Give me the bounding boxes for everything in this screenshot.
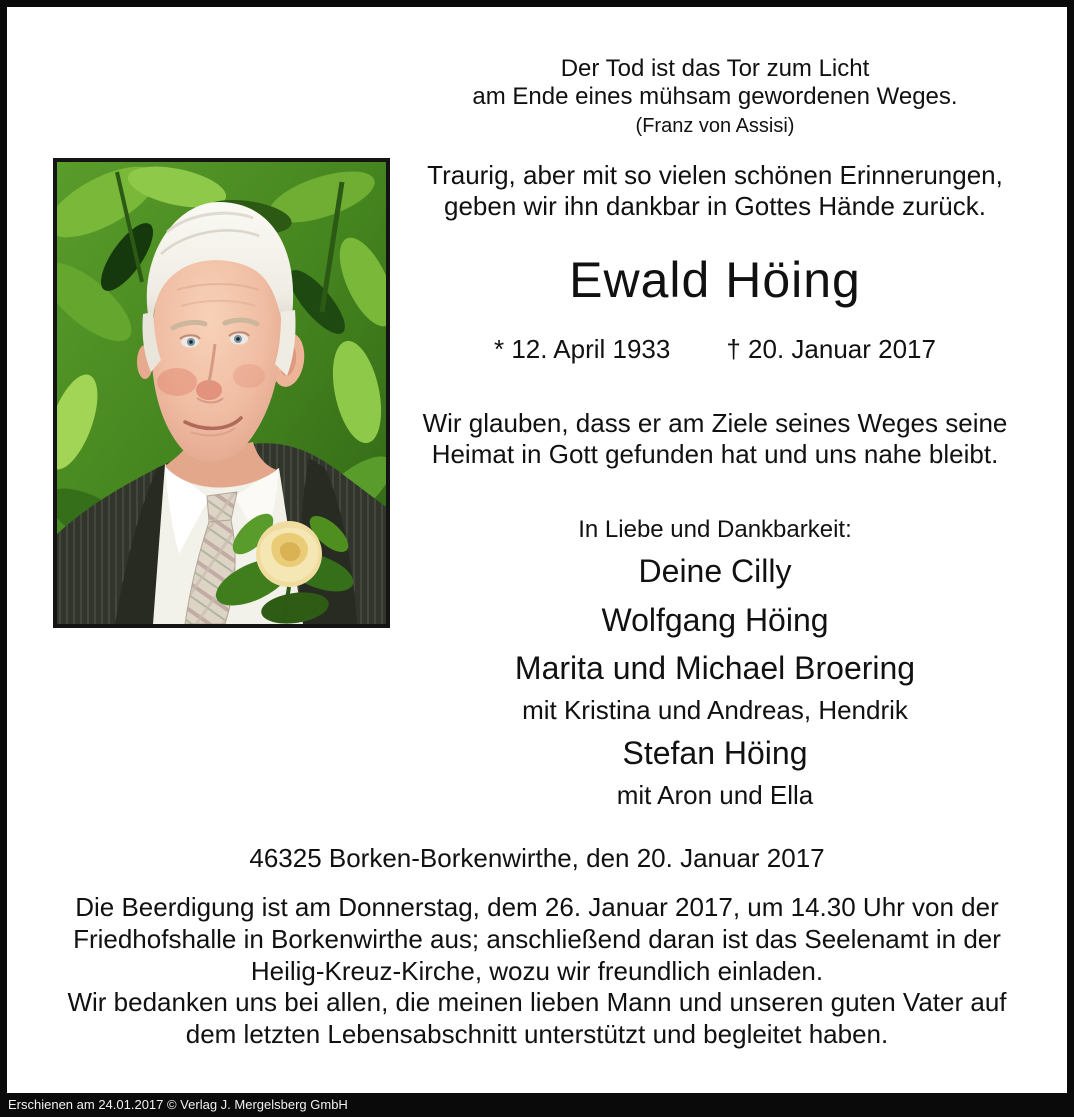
birth-date: * 12. April 1933 [494,334,671,364]
mourners-list [415,551,1015,812]
funeral-line-2: Friedhofshalle in Borkenwirthe aus; anschließend daran ist das Seelenamt in der [73,924,1001,954]
funeral-line-1: Die Beerdigung ist am Donnerstag, dem 26. Januar 2017, um 14.30 Uhr von der [75,892,999,922]
intro-text [415,160,1015,222]
mourner-line: Marita und Michael Broering [514,650,916,686]
deceased-name: Ewald Höing [569,252,861,308]
quote-attribution: (Franz von Assisi) [635,115,795,137]
quote-line-2: am Ende eines mühsam gewordenen Weges. [472,83,958,110]
mourners-heading: In Liebe und Dankbarkeit: [578,516,852,543]
portrait-photo [53,158,390,628]
mourner-line: mit Aron und Ella [616,780,814,810]
mourner-line: mit Kristina und Andreas, Hendrik [522,695,908,725]
publisher-footer: Erschienen am 24.01.2017 © Verlag J. Mergelsberg GmbH [8,1097,348,1112]
mourner-line: Deine Cilly [638,553,792,589]
notice-paper [7,7,1067,1093]
portrait-photo-graphic [57,162,386,624]
faith-line-1: Wir glauben, dass er am Ziele seines Weges seine [422,408,1008,438]
funeral-line-3: Heilig-Kreuz-Kirche, wozu wir freundlich einladen. [250,956,824,986]
faith-line-2: Heimat in Gott gefunden hat und uns nahe bleibt. [431,439,999,469]
thanks-line-1: Wir bedanken uns bei allen, die meinen lieben Mann und unseren guten Vater auf [67,987,1007,1017]
thanks-text [7,986,1067,1050]
intro-line-2: geben wir ihn dankbar in Gottes Hände zurück. [444,191,986,221]
intro-line-1: Traurig, aber mit so vielen schönen Erinnerungen, [427,160,1003,190]
funeral-info [7,891,1067,987]
death-date: † 20. Januar 2017 [726,334,936,364]
opening-quote [415,55,1015,138]
place-date-line: 46325 Borken-Borkenwirthe, den 20. Januar 2017 [249,843,825,873]
life-dates [415,334,1015,364]
thanks-line-2: dem letzten Lebensabschnitt unterstützt und begleitet haben. [185,1019,889,1049]
quote-line-1: Der Tod ist das Tor zum Licht [560,55,870,82]
faith-text [415,408,1015,470]
mourner-line: Wolfgang Höing [601,602,829,638]
mourner-line: Stefan Höing [622,735,808,771]
